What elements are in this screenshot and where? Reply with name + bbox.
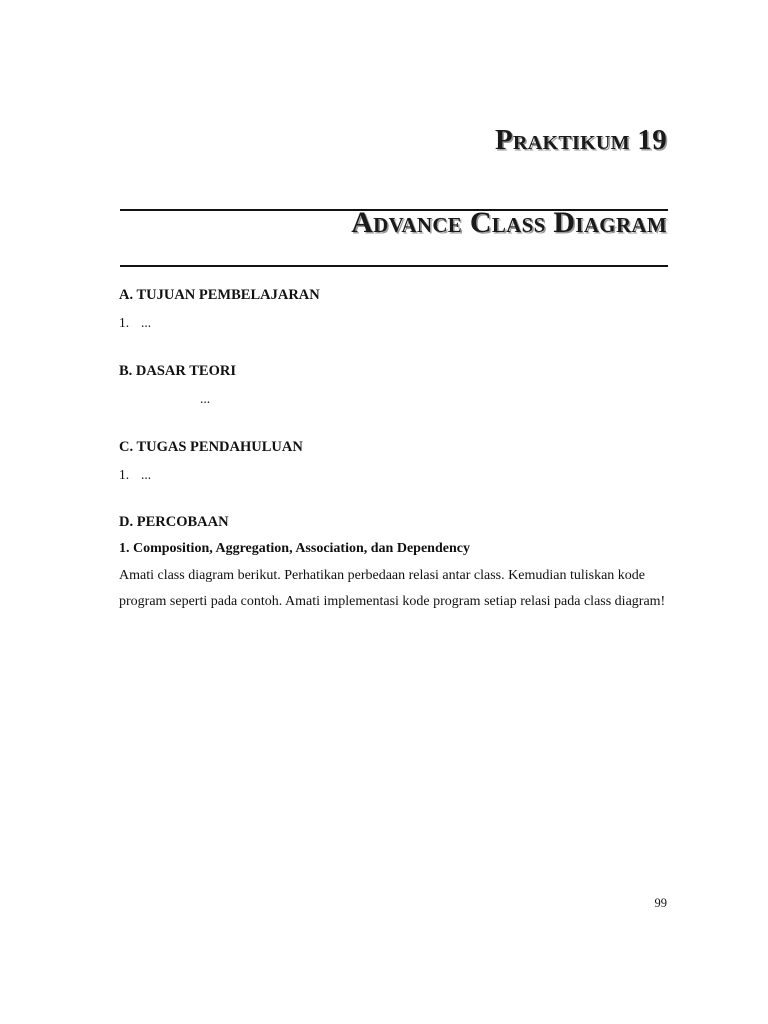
list-item-number: 1. <box>119 467 130 482</box>
list-item-text: ... <box>141 467 152 482</box>
section-d-paragraph: Amati class diagram berikut. Perhatikan perbedaan relasi antar class. Kemudian tuliskan kode program seperti pada contoh. Amati implementasi kode program setiap relasi pada class diagram! <box>119 568 666 609</box>
section-b-heading: B. DASAR TEORI <box>119 363 236 379</box>
section-a-heading: A. TUJUAN PEMBELAJARAN <box>119 287 320 303</box>
list-item-number: 1. <box>119 315 130 330</box>
chapter-title: Praktikum 19 <box>494 124 667 156</box>
section-d-subheading: 1. Composition, Aggregation, Association, dan Dependency <box>119 541 470 556</box>
page-number: 99 <box>654 896 667 910</box>
chapter-subtitle: Advance Class Diagram <box>351 206 667 239</box>
section-d-heading: D. PERCOBAAN <box>119 514 229 530</box>
title-rule-bottom <box>120 265 668 267</box>
section-b-body: ... <box>200 391 211 406</box>
section-c-heading: C. TUGAS PENDAHULUAN <box>119 439 303 455</box>
list-item-text: ... <box>141 315 152 330</box>
